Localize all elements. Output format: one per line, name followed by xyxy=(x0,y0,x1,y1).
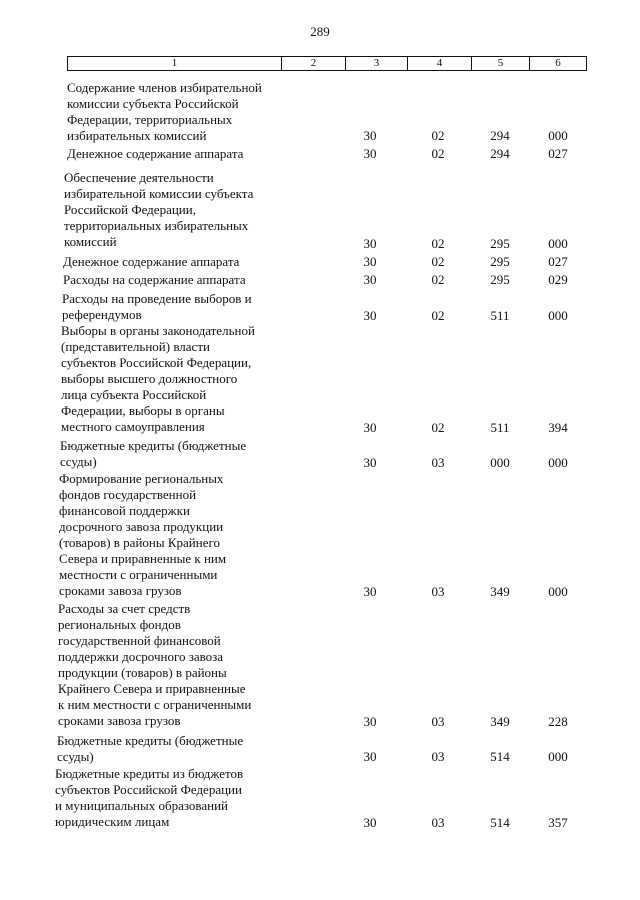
row-expense-type: 357 xyxy=(548,815,568,830)
row-expense-type: 000 xyxy=(548,584,568,599)
row-expense-type: 027 xyxy=(548,146,568,161)
row-subsection: 03 xyxy=(431,815,445,830)
row-section: 30 xyxy=(363,254,377,269)
row-subsection: 03 xyxy=(431,584,445,599)
row-subsection: 02 xyxy=(431,236,445,251)
row-target-article: 349 xyxy=(490,584,510,599)
row-subsection: 03 xyxy=(431,749,445,764)
row-section: 30 xyxy=(363,128,377,143)
row-subsection: 02 xyxy=(431,308,445,323)
header-col-2: 2 xyxy=(282,57,346,70)
row-description: Выборы в органы законодательной (представительной) власти субъектов Российской Федерации, выборы высшего должностного лица субъекта Российской Федерации, выборы в органы местного самоуправления xyxy=(61,323,255,434)
row-subsection: 02 xyxy=(431,420,445,435)
row-target-article: 514 xyxy=(490,749,510,764)
row-subsection: 02 xyxy=(431,146,445,161)
row-section: 30 xyxy=(363,420,377,435)
row-expense-type: 000 xyxy=(548,749,568,764)
row-description: Денежное содержание аппарата xyxy=(63,254,240,269)
row-description: Бюджетные кредиты (бюджетные ссуды) xyxy=(57,733,244,764)
row-section: 30 xyxy=(363,146,377,161)
row-subsection: 02 xyxy=(431,254,445,269)
row-section: 30 xyxy=(363,308,377,323)
row-description: Расходы на проведение выборов и референдумов xyxy=(62,291,252,322)
row-expense-type: 027 xyxy=(548,254,568,269)
row-section: 30 xyxy=(363,749,377,764)
row-expense-type: 000 xyxy=(548,308,568,323)
row-expense-type: 029 xyxy=(548,272,568,287)
row-section: 30 xyxy=(363,815,377,830)
row-section: 30 xyxy=(363,236,377,251)
row-description: Расходы на содержание аппарата xyxy=(63,272,246,287)
row-target-article: 511 xyxy=(490,308,510,323)
row-target-article: 295 xyxy=(490,236,510,251)
row-subsection: 02 xyxy=(431,272,445,287)
header-col-3: 3 xyxy=(346,57,408,70)
header-col-5: 5 xyxy=(472,57,530,70)
row-expense-type: 394 xyxy=(548,420,568,435)
row-subsection: 02 xyxy=(431,128,445,143)
row-section: 30 xyxy=(363,272,377,287)
row-description: Обеспечение деятельности избирательной комиссии субъекта Российской Федерации, территориальных избирательных комиссий xyxy=(64,170,254,249)
row-section: 30 xyxy=(363,714,377,729)
row-target-article: 295 xyxy=(490,272,510,287)
row-expense-type: 000 xyxy=(548,236,568,251)
row-target-article: 294 xyxy=(490,146,510,161)
header-col-4: 4 xyxy=(408,57,472,70)
header-col-6: 6 xyxy=(555,57,561,69)
header-col-1: 1 xyxy=(68,57,282,70)
row-target-article: 514 xyxy=(490,815,510,830)
row-subsection: 03 xyxy=(431,714,445,729)
row-section: 30 xyxy=(363,584,377,599)
row-expense-type: 228 xyxy=(548,714,568,729)
row-target-article: 511 xyxy=(490,420,510,435)
row-section: 30 xyxy=(363,455,377,470)
row-description: Содержание членов избирательной комиссии субъекта Российской Федерации, территориальных избирательных комиссий xyxy=(67,80,262,143)
row-description: Расходы за счет средств региональных фондов государственной финансовой поддержки досрочного завоза продукции (товаров) в районы Крайнего Севера и приравненные к ним местности с ограниченными сроками завоза грузов xyxy=(58,601,252,728)
page-number: 289 xyxy=(310,24,330,39)
row-target-article: 295 xyxy=(490,254,510,269)
row-subsection: 03 xyxy=(431,455,445,470)
row-description: Формирование региональных фондов государственной финансовой поддержки досрочного завоза продукции (товаров) в районы Крайнего Севера и приравненные к ним местности с ограниченными сроками завоза грузов xyxy=(59,471,227,598)
row-description: Денежное содержание аппарата xyxy=(67,146,244,161)
row-expense-type: 000 xyxy=(548,455,568,470)
row-expense-type: 000 xyxy=(548,128,568,143)
row-description: Бюджетные кредиты из бюджетов субъектов Российской Федерации и муниципальных образований юридическим лицам xyxy=(55,766,244,829)
row-description: Бюджетные кредиты (бюджетные ссуды) xyxy=(60,438,247,469)
row-target-article: 349 xyxy=(490,714,510,729)
row-target-article: 000 xyxy=(490,455,510,470)
row-target-article: 294 xyxy=(490,128,510,143)
